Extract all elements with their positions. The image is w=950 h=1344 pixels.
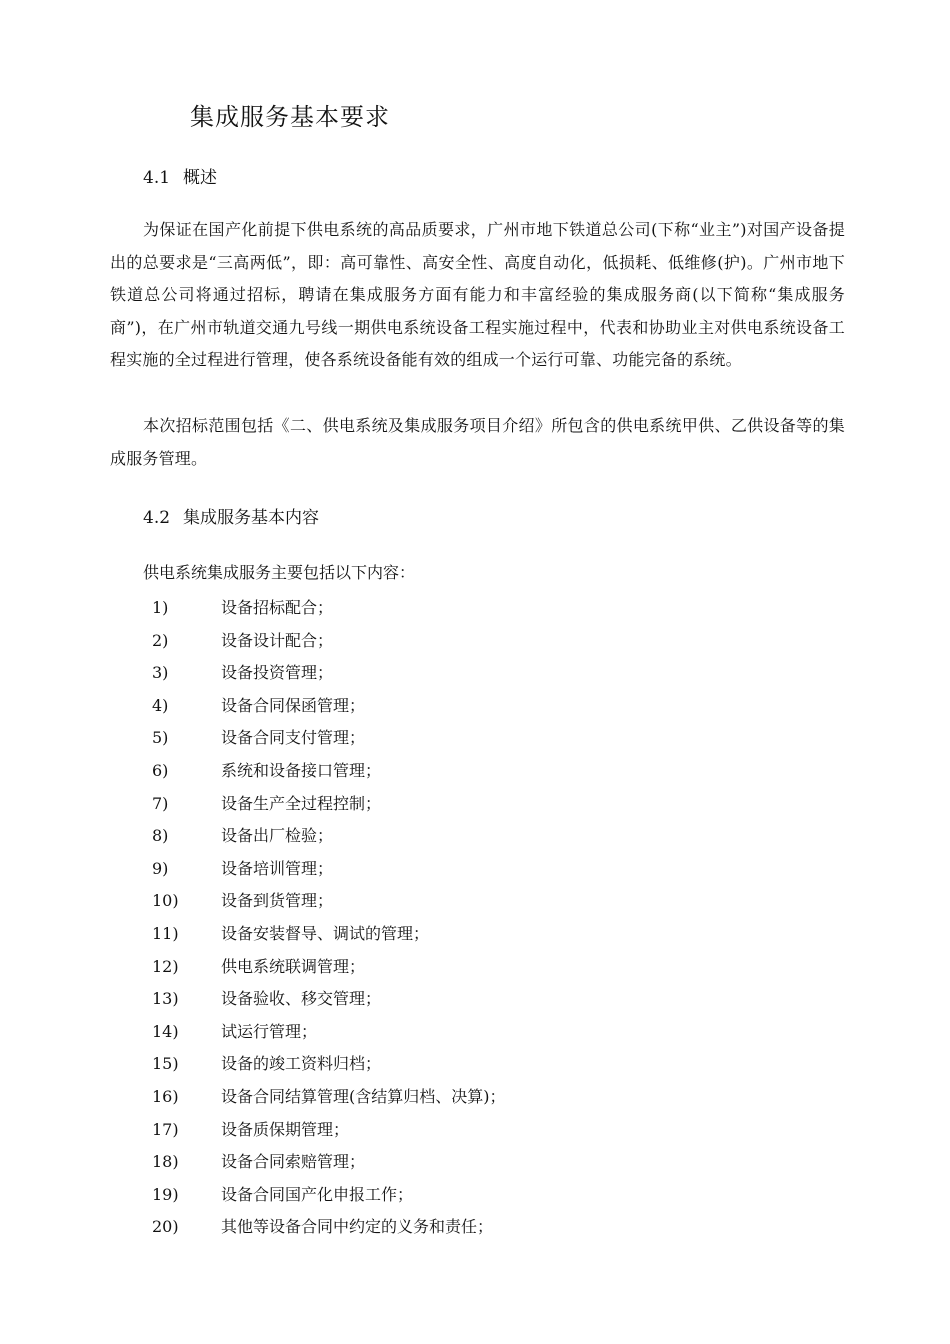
list-item-text: 设备培训管理； (221, 858, 334, 878)
list-item (140, 921, 506, 954)
list-item-index: 2) (152, 630, 169, 650)
section-heading-contents (143, 506, 319, 530)
list-item-index: 1) (152, 598, 169, 617)
list-item (140, 725, 506, 758)
list-item (140, 856, 506, 889)
list-item (140, 595, 506, 628)
list-item (140, 758, 506, 791)
list-item (140, 1182, 506, 1215)
list-item-text: 设备合同结算管理(含结算归档、决算)； (221, 1086, 506, 1106)
list-item-text: 设备质保期管理； (221, 1119, 350, 1139)
list-item-index: 9) (152, 858, 169, 878)
list-item-index: 4) (152, 695, 169, 715)
list-item-text: 设备合同保函管理； (221, 695, 366, 715)
list-item (140, 693, 506, 726)
list-item (140, 1117, 506, 1150)
list-item (140, 1051, 506, 1084)
list-item-text: 设备合同国产化申报工作； (221, 1184, 414, 1204)
list-item-index: 16) (152, 1086, 179, 1106)
list-item-text: 供电系统联调管理； (221, 956, 366, 976)
list-item (140, 791, 506, 824)
overview-paragraph-1: 为保证在国产化前提下供电系统的高品质要求，广州市地下铁道总公司(下称“业主”)对国产设备提出的总要求是“三高两低”，即：高可靠性、高安全性、高度自动化，低损耗、低维修(护)。广州市地下铁道总公司将通过招标，聘请在集成服务方面有能力和丰富经验的集成服务商(以下简称“集成服务商”)，在广州市轨道交通九号线一期供电系统设备工程实施过程中，代表和协助业主对供电系统设备工程实施的全过程进行管理，使各系统设备能有效的组成一个运行可靠、功能完备的系统。 (110, 220, 845, 370)
list-item-index: 18) (152, 1152, 179, 1172)
list-item (140, 1084, 506, 1117)
list-item (140, 628, 506, 661)
list-item-text: 设备设计配合； (221, 630, 334, 650)
list-item (140, 986, 506, 1019)
list-item (140, 1149, 506, 1182)
list-item-text: 设备出厂检验； (221, 826, 334, 846)
list-item-text: 设备招标配合； (221, 598, 334, 617)
list-item-text: 设备安装督导、调试的管理； (221, 923, 430, 943)
list-item-index: 7) (152, 793, 169, 813)
list-item-text: 设备合同支付管理； (221, 728, 366, 748)
list-item-text: 设备投资管理； (221, 663, 334, 683)
list-item-index: 20) (152, 1217, 179, 1237)
section-number: 4.1 (143, 168, 171, 188)
list-item-text: 设备生产全过程控制； (221, 793, 382, 813)
list-item-text: 试运行管理； (221, 1021, 318, 1041)
contents-intro: 供电系统集成服务主要包括以下内容： (143, 563, 416, 582)
list-item-text: 设备的竣工资料归档； (221, 1054, 382, 1074)
list-item-index: 8) (152, 826, 169, 846)
list-item-text: 其他等设备合同中约定的义务和责任； (221, 1217, 494, 1237)
section-number: 4.2 (143, 508, 171, 528)
list-item-index: 3) (152, 663, 169, 683)
section-title: 集成服务基本内容 (183, 508, 319, 528)
list-item-index: 11) (152, 923, 179, 943)
list-item-text: 设备验收、移交管理； (221, 989, 382, 1009)
service-items-list (140, 595, 506, 1247)
section-heading-overview (143, 166, 217, 190)
list-item-index: 10) (152, 891, 179, 911)
list-item (140, 660, 506, 693)
list-item-index: 13) (152, 989, 179, 1009)
list-item (140, 1214, 506, 1247)
list-item (140, 888, 506, 921)
overview-paragraph-2: 本次招标范围包括《二、供电系统及集成服务项目介绍》所包含的供电系统甲供、乙供设备等的集成服务管理。 (110, 416, 845, 468)
list-item-index: 19) (152, 1184, 179, 1204)
list-item-index: 12) (152, 956, 179, 976)
list-item (140, 1019, 506, 1052)
document-title: 集成服务基本要求 (190, 103, 390, 131)
list-item-text: 设备合同索赔管理； (221, 1152, 366, 1172)
list-item-index: 17) (152, 1119, 179, 1139)
section-title: 概述 (183, 168, 217, 188)
list-item-index: 15) (152, 1054, 179, 1074)
list-item-text: 设备到货管理； (221, 891, 334, 911)
list-item-index: 14) (152, 1021, 179, 1041)
list-item-index: 6) (152, 760, 169, 780)
list-item-text: 系统和设备接口管理； (221, 760, 382, 780)
list-item (140, 823, 506, 856)
list-item (140, 954, 506, 987)
list-item-index: 5) (152, 728, 169, 748)
